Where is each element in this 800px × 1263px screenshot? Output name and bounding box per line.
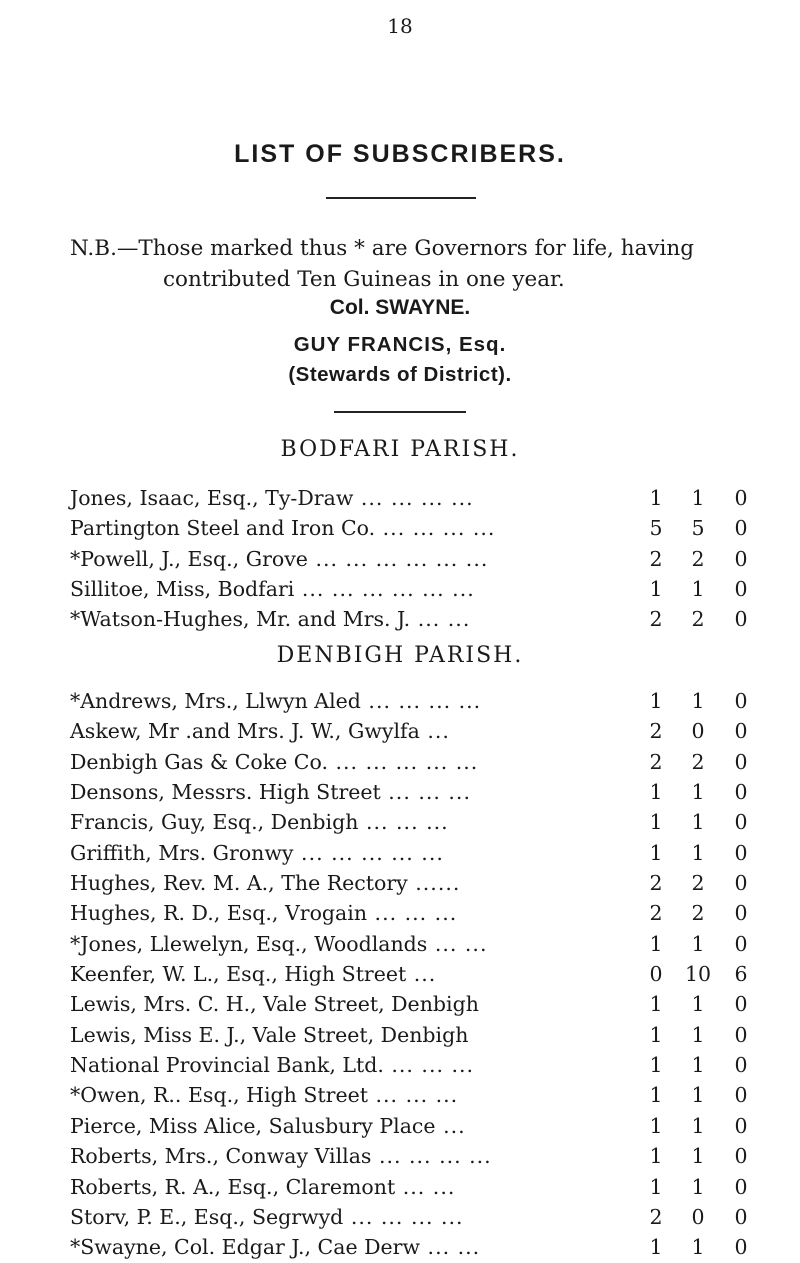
amount-shillings: 1 bbox=[691, 1174, 705, 1199]
subscriber-name-text: Roberts, R. A., Esq., Claremont bbox=[70, 1174, 396, 1199]
note-line-1: N.B.—Those marked thus * are Governors for life, having bbox=[70, 236, 695, 261]
amount-pounds: 2 bbox=[649, 749, 663, 774]
amount-shillings: 2 bbox=[691, 901, 705, 926]
amount-shillings: 2 bbox=[691, 749, 705, 774]
subscriber-name bbox=[70, 777, 471, 807]
dot-leaders: ... ... ... ... bbox=[343, 1204, 464, 1229]
nb-note bbox=[70, 233, 790, 295]
subscriber-name-text: Pierce, Miss Alice, Salusbury Place bbox=[70, 1113, 436, 1138]
dot-leaders: ... ... bbox=[410, 607, 471, 632]
page-number: 18 bbox=[387, 14, 413, 38]
subscriber-name bbox=[70, 1050, 474, 1080]
subscriber-name bbox=[70, 959, 436, 989]
amount-pence: 0 bbox=[734, 1053, 748, 1078]
subscriber-name-text: Griffith, Mrs. Gronwy bbox=[70, 840, 294, 865]
amount-pounds: 2 bbox=[649, 901, 663, 926]
subscriber-name-text: Askew, Mr .and Mrs. J. W., Gwylfa bbox=[70, 719, 420, 744]
subscriber-name bbox=[70, 544, 488, 574]
subscriber-name bbox=[70, 513, 495, 543]
amount-shillings: 1 bbox=[691, 1235, 705, 1260]
subscriber-name bbox=[70, 574, 475, 604]
amount-pence: 0 bbox=[734, 577, 748, 602]
dot-leaders: ... ... ... ... bbox=[375, 516, 496, 541]
subscriber-name bbox=[70, 747, 478, 777]
amount-shillings: 1 bbox=[691, 1022, 705, 1047]
amount-pence: 6 bbox=[734, 962, 748, 987]
amount-pounds: 1 bbox=[649, 1083, 663, 1108]
amount-shillings: 1 bbox=[691, 780, 705, 805]
amount-pounds: 1 bbox=[649, 1235, 663, 1260]
stewards-rule bbox=[334, 411, 466, 413]
amount-pounds: 1 bbox=[649, 1113, 663, 1138]
amount-pence: 0 bbox=[734, 1235, 748, 1260]
subscriber-row bbox=[70, 868, 770, 898]
dot-leaders: ... ... ... ... ... ... bbox=[294, 577, 475, 602]
amount-pence: 0 bbox=[734, 901, 748, 926]
subscriber-name bbox=[70, 1080, 458, 1110]
amount-pounds: 1 bbox=[649, 1174, 663, 1199]
subscriber-row bbox=[70, 1050, 770, 1080]
dot-leaders: ... ... ... ... ... bbox=[293, 840, 444, 865]
subscriber-row bbox=[70, 513, 770, 543]
amount-pence: 0 bbox=[734, 486, 748, 510]
amount-shillings: 1 bbox=[691, 931, 705, 956]
amount-pounds: 0 bbox=[649, 962, 663, 987]
amount-pence: 0 bbox=[734, 1144, 748, 1169]
dot-leaders: ... bbox=[419, 719, 450, 744]
subscriber-row bbox=[70, 929, 770, 959]
subscriber-name-text: Keenfer, W. L., Esq., High Street bbox=[70, 962, 407, 987]
amount-pounds: 2 bbox=[649, 1204, 663, 1229]
subscriber-name bbox=[70, 807, 449, 837]
amount-pounds: 1 bbox=[649, 780, 663, 805]
subscriber-row bbox=[70, 807, 770, 837]
amount-pence: 0 bbox=[734, 840, 748, 865]
amount-pence: 0 bbox=[734, 516, 748, 541]
dot-leaders: ... bbox=[406, 962, 437, 987]
dot-leaders: ... ... ... ... bbox=[371, 1144, 492, 1169]
amount-pounds: 1 bbox=[649, 992, 663, 1017]
amount-pence: 0 bbox=[734, 780, 748, 805]
dot-leaders: ... ... bbox=[395, 1174, 456, 1199]
subscriber-name-text: *Swayne, Col. Edgar J., Cae Derw bbox=[70, 1235, 421, 1260]
amount-shillings: 1 bbox=[691, 1083, 705, 1108]
note-line-2: contributed Ten Guineas in one year. bbox=[163, 267, 565, 292]
subscriber-row bbox=[70, 716, 770, 746]
subscriber-name-text: *Jones, Llewelyn, Esq., Woodlands bbox=[70, 931, 428, 956]
subscriber-name bbox=[70, 989, 479, 1019]
parish-heading-bodfari: BODFARI PARISH. bbox=[280, 437, 520, 462]
subscriber-name-text: *Watson-Hughes, Mr. and Mrs. J. bbox=[70, 607, 411, 632]
amount-pence: 0 bbox=[734, 689, 748, 713]
amount-pence: 0 bbox=[734, 1174, 748, 1199]
subscriber-name bbox=[70, 1232, 480, 1262]
parish-heading-denbigh: DENBIGH PARISH. bbox=[276, 643, 524, 668]
amount-pence: 0 bbox=[734, 749, 748, 774]
amount-pounds: 2 bbox=[649, 546, 663, 571]
amount-shillings: 10 bbox=[684, 962, 712, 987]
steward-name-1: Col. SWAYNE. bbox=[329, 296, 471, 319]
subscriber-name-text: *Powell, J., Esq., Grove bbox=[70, 546, 308, 571]
subscriber-name-text: National Provincial Bank, Ltd. bbox=[70, 1053, 384, 1078]
dot-leaders: ... ... ... bbox=[380, 780, 471, 805]
amount-shillings: 1 bbox=[691, 1144, 705, 1169]
subscriber-name-text: *Owen, R.. Esq., High Street bbox=[70, 1083, 368, 1108]
subscriber-row bbox=[70, 1172, 770, 1202]
subscriber-name-text: Partington Steel and Iron Co. bbox=[70, 516, 376, 541]
amount-pence: 0 bbox=[734, 992, 748, 1017]
amount-shillings: 1 bbox=[691, 992, 705, 1017]
subscriber-row bbox=[70, 1020, 770, 1050]
dot-leaders: ... ... bbox=[427, 931, 488, 956]
subscriber-name-text: Jones, Isaac, Esq., Ty-Draw bbox=[70, 486, 354, 510]
subscriber-name bbox=[70, 868, 460, 898]
subscriber-name-text: Lewis, Miss E. J., Vale Street, Denbigh bbox=[70, 1022, 469, 1047]
subscriber-name bbox=[70, 716, 450, 746]
amount-shillings: 0 bbox=[691, 1204, 705, 1229]
amount-pounds: 1 bbox=[649, 931, 663, 956]
subscriber-name-text: Roberts, Mrs., Conway Villas bbox=[70, 1144, 372, 1169]
subscriber-row bbox=[70, 544, 770, 574]
subscriber-name bbox=[70, 1020, 468, 1050]
amount-shillings: 1 bbox=[691, 1113, 705, 1138]
subscriber-name bbox=[70, 483, 474, 513]
subscriber-name-text: Hughes, Rev. M. A., The Rectory bbox=[70, 871, 408, 896]
subscriber-name bbox=[70, 929, 487, 959]
amount-pence: 0 bbox=[734, 719, 748, 744]
subscriber-name-text: Hughes, R. D., Esq., Vrogain bbox=[70, 901, 368, 926]
amount-pence: 0 bbox=[734, 1113, 748, 1138]
subscriber-name-text: *Andrews, Mrs., Llwyn Aled bbox=[70, 689, 361, 713]
subscriber-name-text: Storv, P. E., Esq., Segrwyd bbox=[70, 1204, 344, 1229]
amount-pence: 0 bbox=[734, 1022, 748, 1047]
amount-pounds: 2 bbox=[649, 719, 663, 744]
dot-leaders: ... ... ... ... ... ... bbox=[307, 546, 489, 571]
subscriber-row bbox=[70, 989, 770, 1019]
amount-pence: 0 bbox=[734, 810, 748, 835]
amount-pounds: 1 bbox=[649, 840, 663, 865]
amount-shillings: 1 bbox=[691, 1053, 705, 1078]
subscriber-row bbox=[70, 1202, 770, 1232]
amount-pence: 0 bbox=[734, 1083, 748, 1108]
subscriber-name bbox=[70, 1111, 466, 1141]
subscriber-row bbox=[70, 838, 770, 868]
amount-shillings: 1 bbox=[691, 486, 705, 510]
steward-name-2: GUY FRANCIS, Esq. bbox=[293, 333, 507, 356]
subscriber-name-text: Densons, Messrs. High Street bbox=[70, 780, 381, 805]
amount-shillings: 5 bbox=[691, 516, 705, 541]
amount-shillings: 2 bbox=[691, 871, 705, 896]
amount-pounds: 2 bbox=[649, 871, 663, 896]
subscriber-row bbox=[70, 777, 770, 807]
amount-shillings: 1 bbox=[691, 810, 705, 835]
amount-shillings: 2 bbox=[691, 607, 705, 632]
subscriber-row bbox=[70, 1080, 770, 1110]
amount-pounds: 5 bbox=[649, 516, 663, 541]
subscriber-name-text: Lewis, Mrs. C. H., Vale Street, Denbigh bbox=[70, 992, 479, 1017]
steward-role: (Stewards of District). bbox=[288, 363, 512, 386]
dot-leaders: ...... bbox=[407, 871, 461, 896]
amount-pounds: 1 bbox=[649, 1053, 663, 1078]
subscriber-name-text: Sillitoe, Miss, Bodfari bbox=[70, 577, 295, 602]
amount-pounds: 1 bbox=[649, 577, 663, 602]
amount-shillings: 1 bbox=[691, 689, 705, 713]
dot-leaders: ... ... ... ... bbox=[353, 486, 474, 510]
amount-pounds: 1 bbox=[649, 486, 663, 510]
subscriber-name bbox=[70, 604, 470, 634]
subscriber-list-denbigh bbox=[70, 686, 770, 1263]
subscriber-name-text: Francis, Guy, Esq., Denbigh bbox=[70, 810, 359, 835]
amount-pounds: 1 bbox=[649, 689, 663, 713]
amount-pounds: 2 bbox=[649, 607, 663, 632]
amount-pence: 0 bbox=[734, 546, 748, 571]
subscriber-row bbox=[70, 1141, 770, 1171]
amount-shillings: 1 bbox=[691, 840, 705, 865]
amount-pounds: 1 bbox=[649, 1144, 663, 1169]
subscriber-name bbox=[70, 1202, 464, 1232]
amount-pence: 0 bbox=[734, 871, 748, 896]
amount-shillings: 1 bbox=[691, 577, 705, 602]
subscriber-row bbox=[70, 574, 770, 604]
amount-pounds: 1 bbox=[649, 1022, 663, 1047]
subscriber-name bbox=[70, 1141, 492, 1171]
dot-leaders: ... ... bbox=[420, 1235, 481, 1260]
subscriber-row bbox=[70, 898, 770, 928]
dot-leaders: ... ... ... bbox=[367, 901, 458, 926]
amount-pence: 0 bbox=[734, 607, 748, 632]
subscriber-row bbox=[70, 747, 770, 777]
subscriber-row bbox=[70, 604, 770, 634]
dot-leaders: ... ... ... bbox=[358, 810, 449, 835]
subscriber-list-bodfari bbox=[70, 483, 770, 635]
page-title: LIST OF SUBSCRIBERS. bbox=[234, 140, 566, 168]
amount-pence: 0 bbox=[734, 931, 748, 956]
dot-leaders: ... bbox=[435, 1113, 466, 1138]
dot-leaders: ... ... ... bbox=[367, 1083, 459, 1108]
subscriber-name-text: Denbigh Gas & Coke Co. bbox=[70, 749, 328, 774]
amount-shillings: 2 bbox=[691, 546, 705, 571]
subscriber-name bbox=[70, 838, 444, 868]
subscriber-row bbox=[70, 686, 770, 716]
subscriber-name bbox=[70, 1172, 455, 1202]
subscriber-name bbox=[70, 686, 481, 716]
dot-leaders: ... ... ... ... bbox=[360, 689, 482, 713]
subscriber-name bbox=[70, 898, 457, 928]
subscriber-row bbox=[70, 959, 770, 989]
amount-shillings: 0 bbox=[691, 719, 705, 744]
title-rule bbox=[326, 197, 476, 199]
subscriber-row bbox=[70, 483, 770, 513]
subscriber-row bbox=[70, 1232, 770, 1262]
amount-pounds: 1 bbox=[649, 810, 663, 835]
dot-leaders: ... ... ... ... ... bbox=[327, 749, 479, 774]
subscriber-row bbox=[70, 1111, 770, 1141]
amount-pence: 0 bbox=[734, 1204, 748, 1229]
dot-leaders: ... ... ... bbox=[383, 1053, 475, 1078]
